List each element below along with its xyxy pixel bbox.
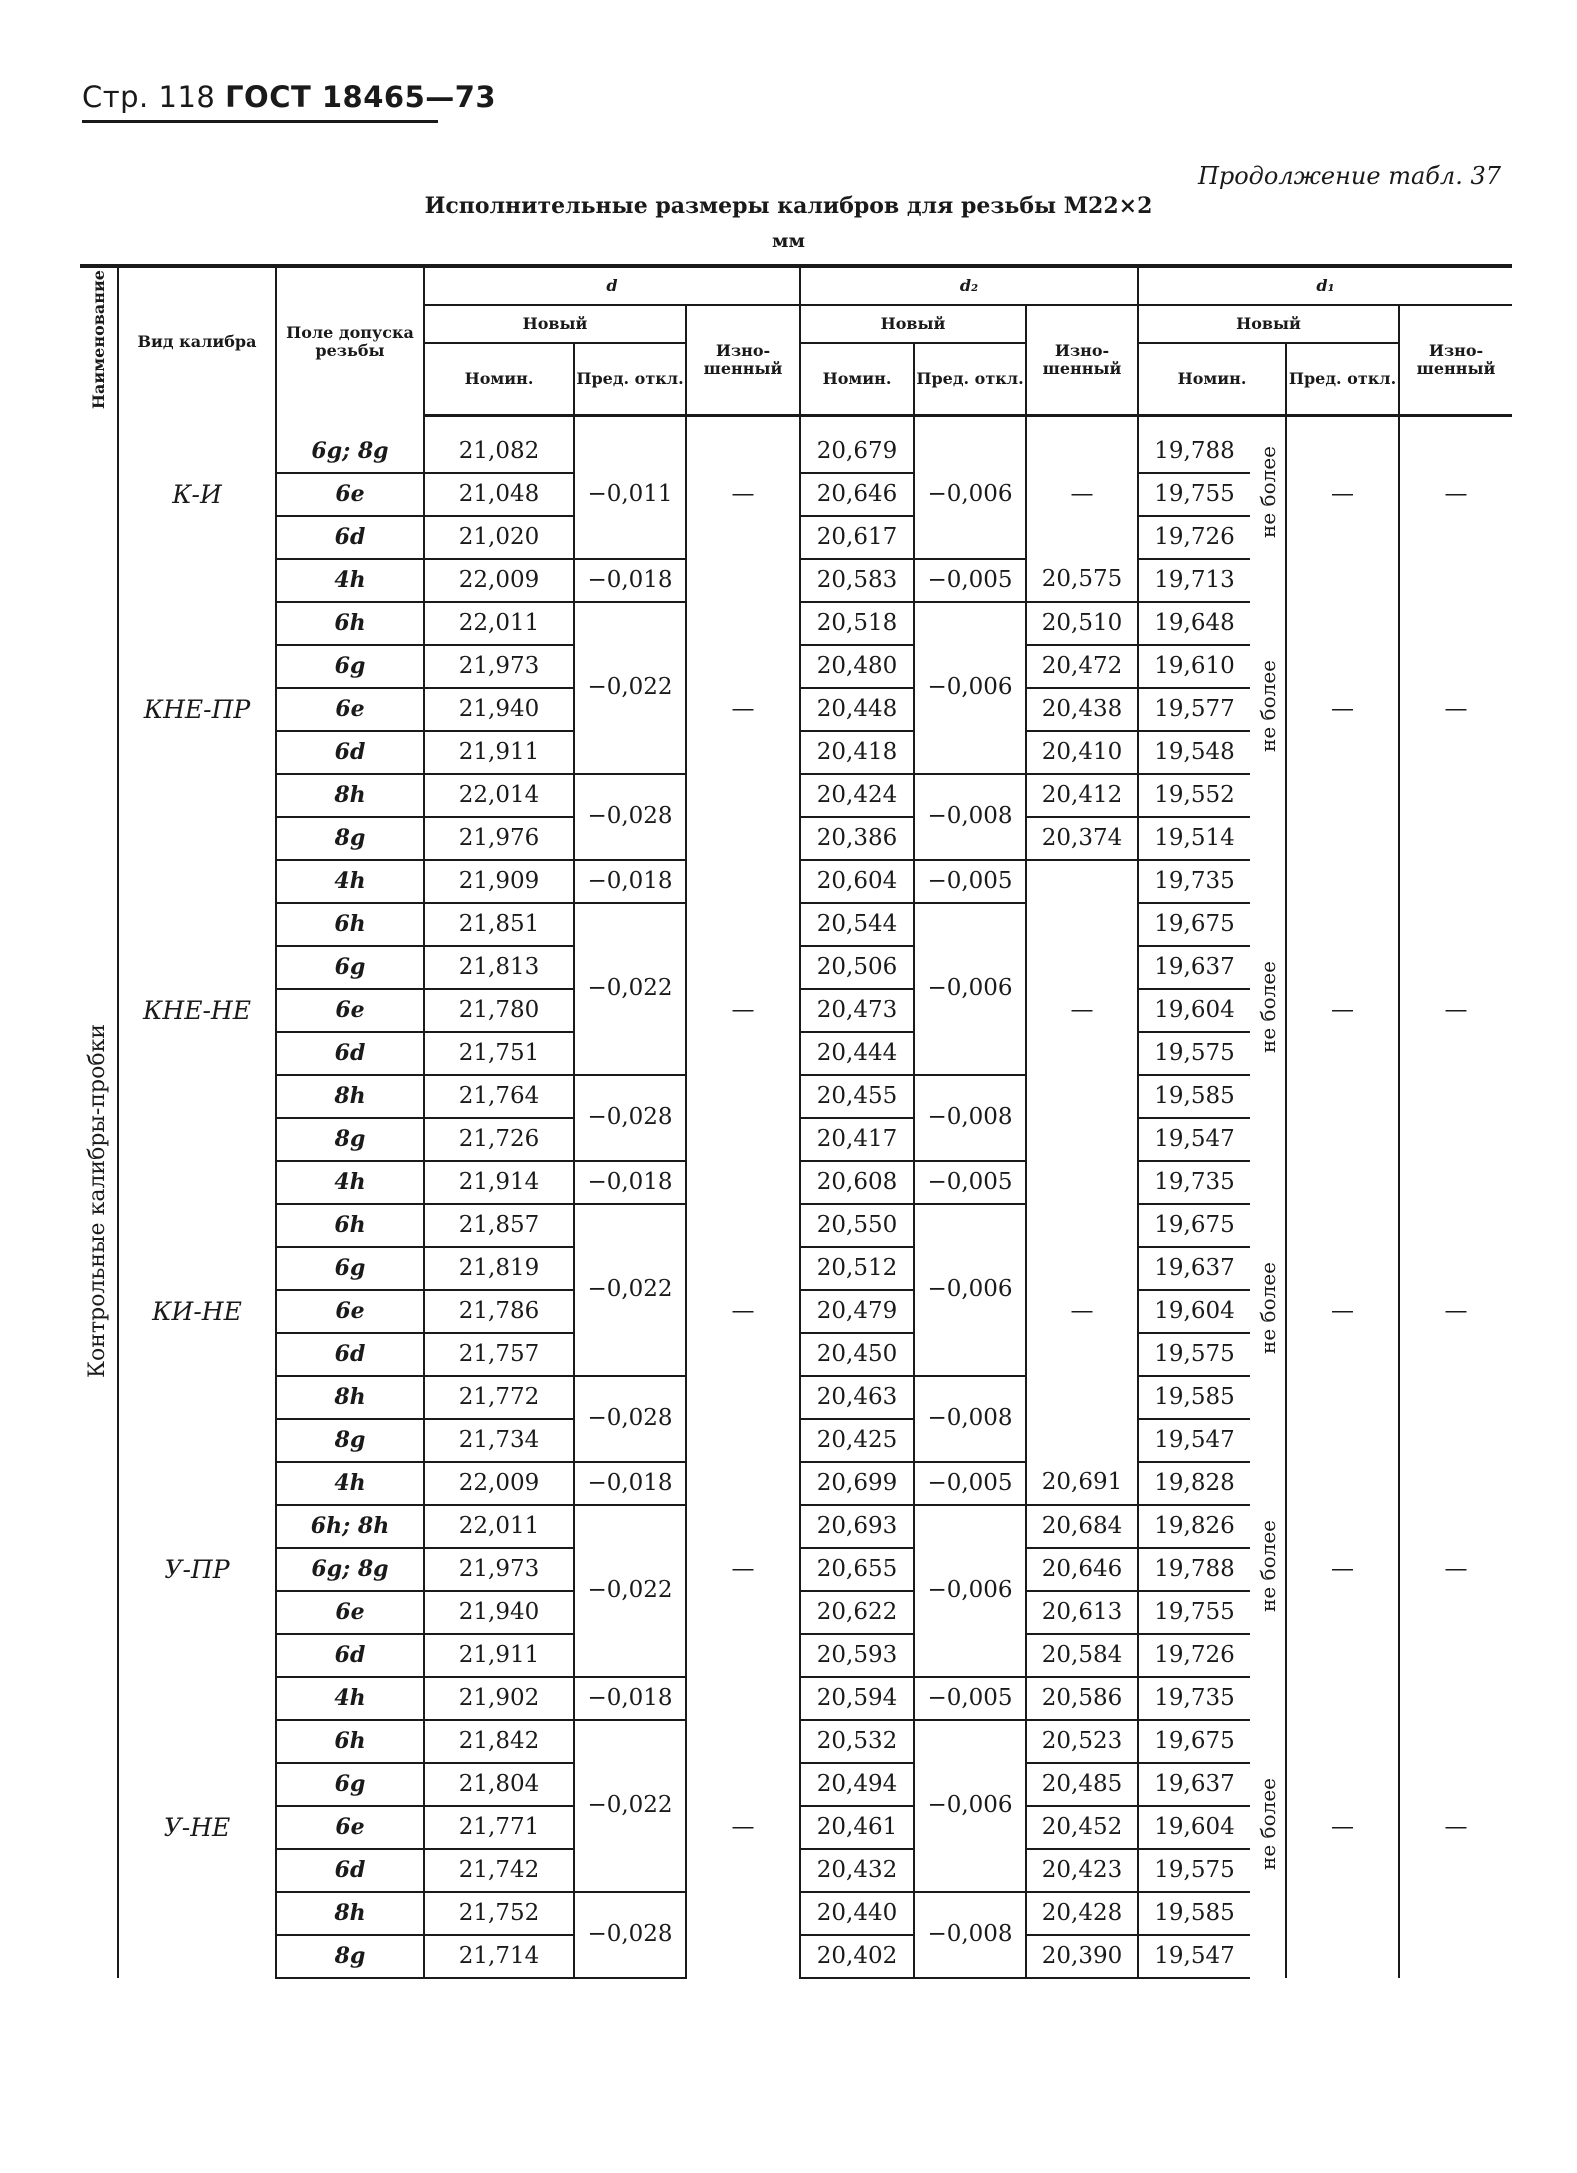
d1-nominal-cell: 19,788	[1138, 1548, 1250, 1591]
gauge-type-cell: У-ПР	[118, 1462, 276, 1677]
d1-deviation-cell: —	[1286, 1161, 1399, 1462]
d-nominal-cell: 21,048	[424, 473, 574, 516]
d1-nominal-cell: 19,713	[1138, 559, 1250, 602]
d1-nominal-cell: 19,547	[1138, 1118, 1250, 1161]
d2-nominal-cell: 20,518	[800, 602, 914, 645]
not-more-label: не более	[1255, 961, 1280, 1054]
gauge-type-cell: К-И	[118, 431, 276, 559]
d-nominal-cell: 21,780	[424, 989, 574, 1032]
d-nominal-cell: 21,742	[424, 1849, 574, 1892]
d1-nominal-cell: 19,735	[1138, 1677, 1250, 1720]
d1-nominal-cell: 19,575	[1138, 1032, 1250, 1075]
d2-nominal-cell: 20,494	[800, 1763, 914, 1806]
tolerance-cell: 6h	[276, 1204, 424, 1247]
d2-nominal-cell: 20,448	[800, 688, 914, 731]
d2-deviation-cell: −0,006	[914, 602, 1026, 774]
d2-deviation-cell: −0,006	[914, 1204, 1026, 1376]
d-nominal-cell: 21,786	[424, 1290, 574, 1333]
tolerance-cell: 6h	[276, 602, 424, 645]
d1-nominal-cell: 19,675	[1138, 1204, 1250, 1247]
d1-nominal-cell: 19,755	[1138, 1591, 1250, 1634]
d-worn-cell: —	[686, 860, 800, 1161]
d-worn-cell: —	[686, 431, 800, 559]
table-body	[80, 416, 1512, 1979]
d2-nominal-cell: 20,424	[800, 774, 914, 817]
body-name-label: Контрольные калибры-пробки	[85, 1024, 111, 1379]
tolerance-cell: 6h	[276, 903, 424, 946]
d-deviation-cell: −0,022	[574, 602, 686, 774]
d2-nominal-cell: 20,617	[800, 516, 914, 559]
d1-deviation-cell: —	[1286, 431, 1399, 559]
not-more-label: не более	[1255, 1520, 1280, 1613]
d1-nominal-cell: 19,547	[1138, 1419, 1250, 1462]
d1-limit-cell	[1250, 1161, 1286, 1462]
d1-deviation-cell: —	[1286, 559, 1399, 860]
d1-worn-cell: —	[1399, 431, 1512, 559]
d1-limit-cell	[1250, 559, 1286, 860]
d2-worn-cell: 20,374	[1026, 817, 1138, 860]
gauge-type-cell: У-НЕ	[118, 1677, 276, 1978]
d-nominal-cell: 21,772	[424, 1376, 574, 1419]
tolerance-cell: 6g; 8g	[276, 1548, 424, 1591]
d-nominal-cell: 21,804	[424, 1763, 574, 1806]
d2-nominal-cell: 20,480	[800, 645, 914, 688]
d2-nominal-cell: 20,402	[800, 1935, 914, 1978]
d2-nominal-cell: 20,455	[800, 1075, 914, 1118]
col-d2-header: d₂	[800, 266, 1138, 305]
d2-new-header: Новый	[800, 305, 1026, 343]
d-deviation-cell: −0,028	[574, 1376, 686, 1462]
d2-nominal-cell: 20,646	[800, 473, 914, 516]
d2-worn-cell: 20,485	[1026, 1763, 1138, 1806]
d1-new-header: Новый	[1138, 305, 1399, 343]
d2-deviation-cell: −0,008	[914, 1376, 1026, 1462]
col-d-header: d	[424, 266, 800, 305]
d1-nominal-cell: 19,826	[1138, 1505, 1250, 1548]
table-unit: мм	[771, 230, 805, 252]
d1-nominal-cell: 19,788	[1138, 431, 1250, 473]
d1-nominal-cell: 19,637	[1138, 1247, 1250, 1290]
d2-worn-cell: 20,410	[1026, 731, 1138, 774]
d-new-header: Новый	[424, 305, 686, 343]
d-nominal-cell: 21,734	[424, 1419, 574, 1462]
d2-nominal-cell: 20,418	[800, 731, 914, 774]
d2-deviation-cell: −0,006	[914, 903, 1026, 1075]
d2-nominal-cell: 20,473	[800, 989, 914, 1032]
d-nominal-cell: 21,973	[424, 1548, 574, 1591]
document-code: ГОСТ 18465—73	[225, 80, 497, 114]
d2-deviation-cell: −0,008	[914, 1892, 1026, 1978]
d-nominal-cell: 21,940	[424, 1591, 574, 1634]
d-nominal-cell: 21,976	[424, 817, 574, 860]
d-deviation-cell: −0,028	[574, 1892, 686, 1978]
tolerance-cell: 8g	[276, 1935, 424, 1978]
d2-worn-cell: 20,584	[1026, 1634, 1138, 1677]
d2-nominal-cell: 20,512	[800, 1247, 914, 1290]
d2-worn-cell: 20,684	[1026, 1505, 1138, 1548]
d2-nominal-cell: 20,432	[800, 1849, 914, 1892]
d1-nominal-cell: 19,637	[1138, 1763, 1250, 1806]
d2-worn-cell: 20,613	[1026, 1591, 1138, 1634]
d-nominal-cell: 21,020	[424, 516, 574, 559]
not-more-label: не более	[1255, 660, 1280, 753]
d1-nominal-cell: 19,675	[1138, 903, 1250, 946]
d2-nominal-cell: 20,550	[800, 1204, 914, 1247]
d-deviation-cell: −0,028	[574, 1075, 686, 1161]
d1-limit-cell	[1250, 431, 1286, 559]
d-deviation-cell: −0,022	[574, 903, 686, 1075]
tolerance-cell: 6g	[276, 1247, 424, 1290]
tolerance-cell: 6d	[276, 516, 424, 559]
d2-worn-cell: —	[1026, 431, 1138, 559]
d-nominal-cell: 21,752	[424, 1892, 574, 1935]
tolerance-cell: 6d	[276, 1634, 424, 1677]
not-more-label: не более	[1255, 1262, 1280, 1355]
table-row	[80, 431, 1512, 473]
d-nominal-cell: 22,009	[424, 559, 574, 602]
d1-nominal-cell: 19,726	[1138, 1634, 1250, 1677]
d2-deviation-cell: −0,006	[914, 431, 1026, 559]
d-worn-cell: —	[686, 559, 800, 860]
d-nominal-cell: 21,751	[424, 1032, 574, 1075]
tolerance-cell: 4h	[276, 860, 424, 903]
d-deviation-cell: −0,028	[574, 774, 686, 860]
page-number: Стр. 118	[82, 80, 216, 114]
d2-worn-cell: 20,472	[1026, 645, 1138, 688]
d2-worn-cell: 20,510	[1026, 602, 1138, 645]
d2-nominal-cell: 20,417	[800, 1118, 914, 1161]
col-tolerance-header: Поле допуска резьбы	[276, 266, 424, 416]
d-deviation-cell: −0,018	[574, 559, 686, 602]
tolerance-cell: 6g	[276, 645, 424, 688]
d-nominal-cell: 21,914	[424, 1161, 574, 1204]
table-row	[80, 559, 1512, 602]
d1-nominal-cell: 19,604	[1138, 1290, 1250, 1333]
d2-nominal-cell: 20,583	[800, 559, 914, 602]
d1-nominal-cell: 19,575	[1138, 1333, 1250, 1376]
d1-nominal-cell: 19,514	[1138, 817, 1250, 860]
d2-nominal-cell: 20,425	[800, 1419, 914, 1462]
d1-nominal-cell: 19,585	[1138, 1892, 1250, 1935]
d2-nominal-cell: 20,608	[800, 1161, 914, 1204]
tolerance-cell: 4h	[276, 1161, 424, 1204]
d-nominal-cell: 21,842	[424, 1720, 574, 1763]
d-nominal-cell: 21,911	[424, 731, 574, 774]
d2-nominal-cell: 20,479	[800, 1290, 914, 1333]
table-row	[80, 1677, 1512, 1720]
d-nominal-cell: 21,909	[424, 860, 574, 903]
d2-worn-cell: 20,428	[1026, 1892, 1138, 1935]
d2-nominal-cell: 20,440	[800, 1892, 914, 1935]
d-deviation-cell: −0,018	[574, 860, 686, 903]
d-nominal-cell: 21,973	[424, 645, 574, 688]
tolerance-cell: 8h	[276, 774, 424, 817]
d2-nominal-cell: 20,655	[800, 1548, 914, 1591]
d2-nominal-cell: 20,532	[800, 1720, 914, 1763]
table-header	[80, 266, 1512, 416]
tolerance-cell: 4h	[276, 559, 424, 602]
d2-worn-cell: 20,523	[1026, 1720, 1138, 1763]
d1-limit-cell	[1250, 1677, 1286, 1978]
d2-nominal-cell: 20,594	[800, 1677, 914, 1720]
d2-nominal-cell: 20,699	[800, 1462, 914, 1505]
d-deviation-cell: −0,018	[574, 1161, 686, 1204]
tolerance-cell: 6e	[276, 1290, 424, 1333]
d2-nominal-cell: 20,622	[800, 1591, 914, 1634]
d2-nominal-cell: 20,544	[800, 903, 914, 946]
table-row	[80, 1462, 1512, 1505]
d1-limit-cell	[1250, 1462, 1286, 1677]
d2-worn-cell: 20,423	[1026, 1849, 1138, 1892]
tolerance-cell: 8g	[276, 817, 424, 860]
tolerance-cell: 8g	[276, 1118, 424, 1161]
gauge-table	[80, 264, 1512, 1979]
d-nominal-cell: 21,082	[424, 431, 574, 473]
table-continuation-label: Продолжение табл. 37	[1197, 162, 1501, 190]
d2-nominal-cell: 20,506	[800, 946, 914, 989]
d2-nominal-cell: 20,604	[800, 860, 914, 903]
d1-nominal-cell: 19,648	[1138, 602, 1250, 645]
tolerance-cell: 6e	[276, 1806, 424, 1849]
d2-worn-cell: 20,646	[1026, 1548, 1138, 1591]
d2-nominal-cell: 20,444	[800, 1032, 914, 1075]
d1-nominal-header: Номин.	[1138, 343, 1286, 416]
d1-nominal-cell: 19,637	[1138, 946, 1250, 989]
tolerance-cell: 6d	[276, 731, 424, 774]
col-d1-header: d₁	[1138, 266, 1512, 305]
tolerance-cell: 6d	[276, 1032, 424, 1075]
d1-nominal-cell: 19,604	[1138, 989, 1250, 1032]
d-worn-cell: —	[686, 1462, 800, 1677]
tolerance-cell: 6e	[276, 989, 424, 1032]
d-nominal-cell: 22,011	[424, 602, 574, 645]
tolerance-cell: 8h	[276, 1075, 424, 1118]
d1-nominal-cell: 19,548	[1138, 731, 1250, 774]
tolerance-cell: 6e	[276, 473, 424, 516]
not-more-label: не более	[1255, 1778, 1280, 1871]
tolerance-cell: 8g	[276, 1419, 424, 1462]
d-worn-cell: —	[686, 1161, 800, 1462]
d2-worn-cell: —	[1026, 1161, 1138, 1462]
tolerance-cell: 8h	[276, 1376, 424, 1419]
d1-nominal-cell: 19,828	[1138, 1462, 1250, 1505]
d-nominal-cell: 21,726	[424, 1118, 574, 1161]
body-name-cell	[80, 431, 118, 1978]
d2-worn-cell: 20,412	[1026, 774, 1138, 817]
not-more-label: не более	[1255, 445, 1280, 538]
tolerance-cell: 6e	[276, 688, 424, 731]
d1-worn-cell: —	[1399, 1677, 1512, 1978]
d2-worn-cell: 20,691	[1026, 1462, 1138, 1505]
d1-nominal-cell: 19,585	[1138, 1075, 1250, 1118]
d2-deviation-cell: −0,006	[914, 1720, 1026, 1892]
tolerance-cell: 4h	[276, 1677, 424, 1720]
header-rule	[82, 120, 438, 123]
d1-deviation-cell: —	[1286, 860, 1399, 1161]
d2-worn-cell: 20,390	[1026, 1935, 1138, 1978]
d2-nominal-cell: 20,693	[800, 1505, 914, 1548]
table-row	[80, 860, 1512, 903]
d2-nominal-cell: 20,679	[800, 431, 914, 473]
d-nominal-cell: 21,757	[424, 1333, 574, 1376]
d1-limit-cell	[1250, 860, 1286, 1161]
d-deviation-cell: −0,018	[574, 1677, 686, 1720]
d-deviation-cell: −0,018	[574, 1462, 686, 1505]
d-nominal-cell: 21,819	[424, 1247, 574, 1290]
d1-nominal-cell: 19,585	[1138, 1376, 1250, 1419]
d1-deviation-cell: —	[1286, 1462, 1399, 1677]
d2-deviation-cell: −0,006	[914, 1505, 1026, 1677]
d1-nominal-cell: 19,755	[1138, 473, 1250, 516]
tolerance-cell: 6h	[276, 1720, 424, 1763]
d1-nominal-cell: 19,735	[1138, 860, 1250, 903]
d2-nominal-cell: 20,463	[800, 1376, 914, 1419]
gauge-type-cell: КНЕ-НЕ	[118, 860, 276, 1161]
d-nominal-cell: 22,009	[424, 1462, 574, 1505]
d1-nominal-cell: 19,577	[1138, 688, 1250, 731]
tolerance-cell: 6d	[276, 1849, 424, 1892]
tolerance-cell: 6e	[276, 1591, 424, 1634]
d-worn-header: Изно-шенный	[686, 305, 800, 416]
d1-nominal-cell: 19,675	[1138, 1720, 1250, 1763]
d2-nominal-cell: 20,386	[800, 817, 914, 860]
d2-deviation-cell: −0,005	[914, 1161, 1026, 1204]
gauge-type-cell: КНЕ-ПР	[118, 559, 276, 860]
table-title: Исполнительные размеры калибров для резьбы M22×2	[424, 193, 1153, 219]
d2-deviation-cell: −0,005	[914, 1677, 1026, 1720]
d-nominal-cell: 21,714	[424, 1935, 574, 1978]
table-container	[80, 264, 1502, 1979]
d2-worn-header: Изно-шенный	[1026, 305, 1138, 416]
d1-deviation-header: Пред. откл.	[1286, 343, 1399, 416]
col-name-header: Наименование	[80, 266, 118, 416]
d2-deviation-cell: −0,005	[914, 860, 1026, 903]
d-nominal-cell: 21,764	[424, 1075, 574, 1118]
table-row	[80, 1161, 1512, 1204]
d2-worn-cell: 20,575	[1026, 559, 1138, 602]
d-nominal-cell: 21,771	[424, 1806, 574, 1849]
d2-nominal-header: Номин.	[800, 343, 914, 416]
d1-nominal-cell: 19,604	[1138, 1806, 1250, 1849]
d-nominal-cell: 22,014	[424, 774, 574, 817]
d2-deviation-cell: −0,008	[914, 774, 1026, 860]
col-gauge-type-header: Вид калибра	[118, 266, 276, 416]
tolerance-cell: 8h	[276, 1892, 424, 1935]
d1-worn-cell: —	[1399, 559, 1512, 860]
d1-nominal-cell: 19,547	[1138, 1935, 1250, 1978]
d-nominal-cell: 21,813	[424, 946, 574, 989]
d-nominal-header: Номин.	[424, 343, 574, 416]
d2-deviation-cell: −0,005	[914, 1462, 1026, 1505]
d2-deviation-cell: −0,005	[914, 559, 1026, 602]
d-nominal-cell: 21,851	[424, 903, 574, 946]
d-deviation-cell: −0,022	[574, 1204, 686, 1376]
tolerance-cell: 6d	[276, 1333, 424, 1376]
d2-worn-cell: 20,586	[1026, 1677, 1138, 1720]
d1-worn-cell: —	[1399, 860, 1512, 1161]
d2-nominal-cell: 20,450	[800, 1333, 914, 1376]
d1-deviation-cell: —	[1286, 1677, 1399, 1978]
tolerance-cell: 6g	[276, 1763, 424, 1806]
d1-worn-header: Изно-шенный	[1399, 305, 1512, 416]
d1-worn-cell: —	[1399, 1161, 1512, 1462]
d1-nominal-cell: 19,726	[1138, 516, 1250, 559]
d1-nominal-cell: 19,575	[1138, 1849, 1250, 1892]
d2-nominal-cell: 20,593	[800, 1634, 914, 1677]
d-nominal-cell: 21,940	[424, 688, 574, 731]
d-nominal-cell: 21,911	[424, 1634, 574, 1677]
d1-nominal-cell: 19,735	[1138, 1161, 1250, 1204]
tolerance-cell: 6g	[276, 946, 424, 989]
d2-worn-cell: 20,452	[1026, 1806, 1138, 1849]
d2-worn-cell: —	[1026, 860, 1138, 1161]
tolerance-cell: 6g; 8g	[276, 431, 424, 473]
tolerance-cell: 4h	[276, 1462, 424, 1505]
d-nominal-cell: 21,902	[424, 1677, 574, 1720]
d-nominal-cell: 22,011	[424, 1505, 574, 1548]
d1-worn-cell: —	[1399, 1462, 1512, 1677]
page-header	[82, 80, 496, 114]
d-deviation-cell: −0,022	[574, 1505, 686, 1677]
gauge-type-cell: КИ-НЕ	[118, 1161, 276, 1462]
d-deviation-cell: −0,022	[574, 1720, 686, 1892]
d2-deviation-header: Пред. откл.	[914, 343, 1026, 416]
d2-nominal-cell: 20,461	[800, 1806, 914, 1849]
d-nominal-cell: 21,857	[424, 1204, 574, 1247]
d-deviation-header: Пред. откл.	[574, 343, 686, 416]
d-deviation-cell: −0,011	[574, 431, 686, 559]
d-worn-cell: —	[686, 1677, 800, 1978]
d1-nominal-cell: 19,610	[1138, 645, 1250, 688]
d2-worn-cell: 20,438	[1026, 688, 1138, 731]
d1-nominal-cell: 19,552	[1138, 774, 1250, 817]
d2-deviation-cell: −0,008	[914, 1075, 1026, 1161]
tolerance-cell: 6h; 8h	[276, 1505, 424, 1548]
